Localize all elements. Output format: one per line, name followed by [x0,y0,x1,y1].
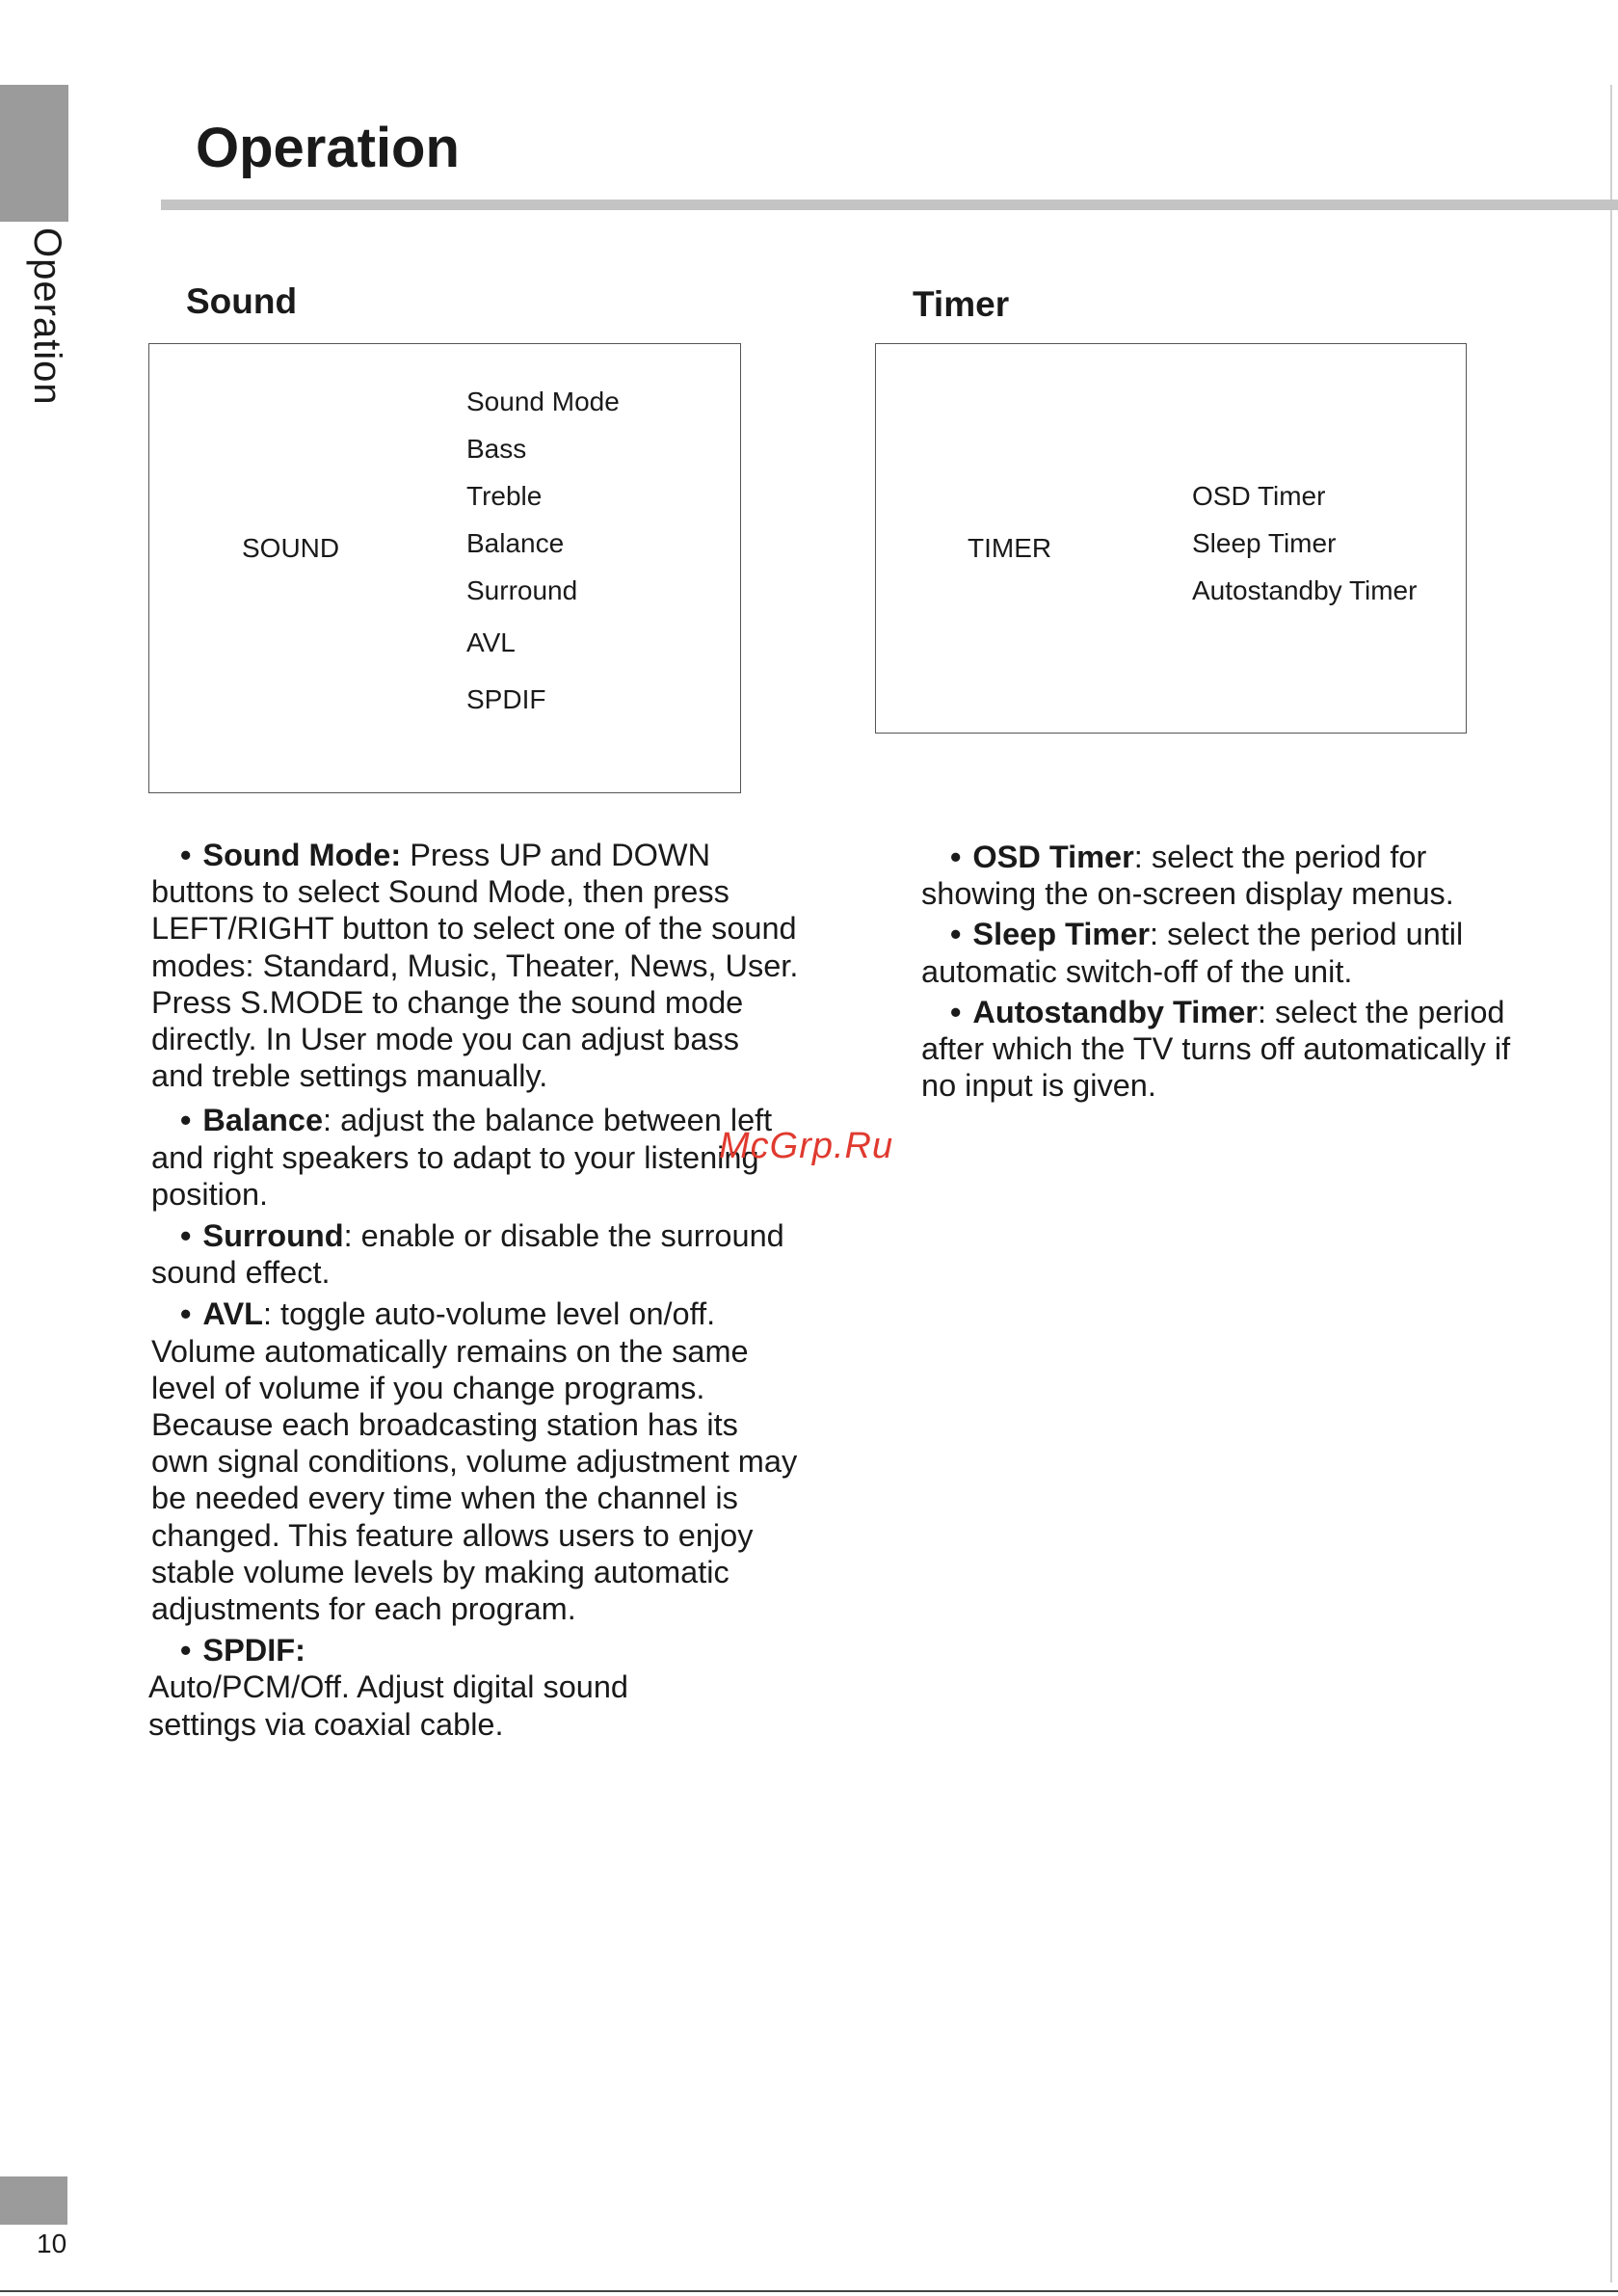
desc-balance [151,1102,799,1213]
description-text: : toggle auto-volume level on/off. Volume automatically remains on the same level of volume if you change programs. Because each broadcasting station has its own signal conditions, volume adjustment may be needed every time when the channel is changed. This feature allows users to enjoy stable volume levels by making automatic adjustments for each program. [151,1296,798,1627]
sound-descriptions [148,837,799,1743]
description-text: : select the period after which the TV turns off automatically if no input is given. [921,994,1511,1104]
watermark: McGrp.Ru [719,1126,894,1166]
page-edge-right [1610,85,1612,2283]
timer-heading: Timer [913,284,1010,324]
term: Autostandby Timer [972,994,1258,1029]
side-tab-label: Operation [26,227,68,406]
desc-osd-timer [921,839,1511,912]
sound-menu-item: Treble [466,481,543,511]
sound-menu-diagram [148,343,741,793]
desc-sound-mode [151,837,799,1094]
term: Surround [202,1218,344,1254]
sound-menu-item: Bass [466,434,527,464]
bullet: • [180,838,192,872]
footer-tab-marker [0,2176,67,2225]
desc-autostandby-timer [921,994,1511,1105]
timer-menu-root: TIMER [968,533,1052,563]
sound-menu-item: Balance [466,528,565,558]
page-number: 10 [37,2229,67,2258]
sound-heading: Sound [186,281,298,321]
term: Balance [202,1103,324,1138]
term: Sleep Timer [972,917,1151,952]
sound-menu-item: Sound Mode [466,387,620,416]
page-title: Operation [196,117,460,179]
desc-surround [151,1217,799,1291]
description-text: Press UP and DOWN buttons to select Sound Mode, then press LEFT/RIGHT button to select one of the sound modes: Standard, Music, Theater, News, User. Press S.MODE to change the sound mode directly. In User mode you can adjust bass and treble settings manually. [151,838,799,1094]
bullet: • [950,917,962,952]
sound-menu-item: SPDIF [466,684,546,714]
page-edge-bottom [0,2290,1618,2292]
timer-menu-diagram [875,343,1467,734]
description-text: : adjust the balance between left and right speakers to adapt to your listening position. [151,1103,773,1212]
bullet: • [950,994,962,1029]
timer-descriptions [921,839,1511,1104]
desc-spdif-heading [151,1632,799,1669]
bullet: • [180,1103,192,1138]
description-text: : enable or disable the surround sound effect. [151,1218,784,1291]
term: OSD Timer [972,840,1134,874]
term: Sound Mode: [202,838,402,872]
desc-sleep-timer [921,916,1511,989]
description-text: : select the period until automatic switch-off of the unit. [921,917,1464,989]
bullet: • [180,1633,192,1669]
timer-menu-item: Sleep Timer [1192,528,1337,558]
desc-avl [151,1295,799,1627]
sound-menu-item: AVL [466,627,516,657]
term: SPDIF: [202,1633,305,1669]
title-rule [161,200,1618,210]
sound-menu-item: Surround [466,575,578,605]
description-text: : select the period for showing the on-screen display menus. [921,840,1454,912]
term: AVL [202,1296,263,1332]
bullet: • [180,1296,192,1332]
bullet: • [950,840,962,874]
side-tab-marker [0,85,68,222]
timer-menu-item: OSD Timer [1192,481,1326,511]
desc-spdif: Auto/PCM/Off. Adjust digital sound settings via coaxial cable. [148,1669,629,1742]
sound-menu-root: SOUND [242,533,340,563]
timer-menu-item: Autostandby Timer [1192,575,1418,605]
bullet: • [180,1218,192,1254]
